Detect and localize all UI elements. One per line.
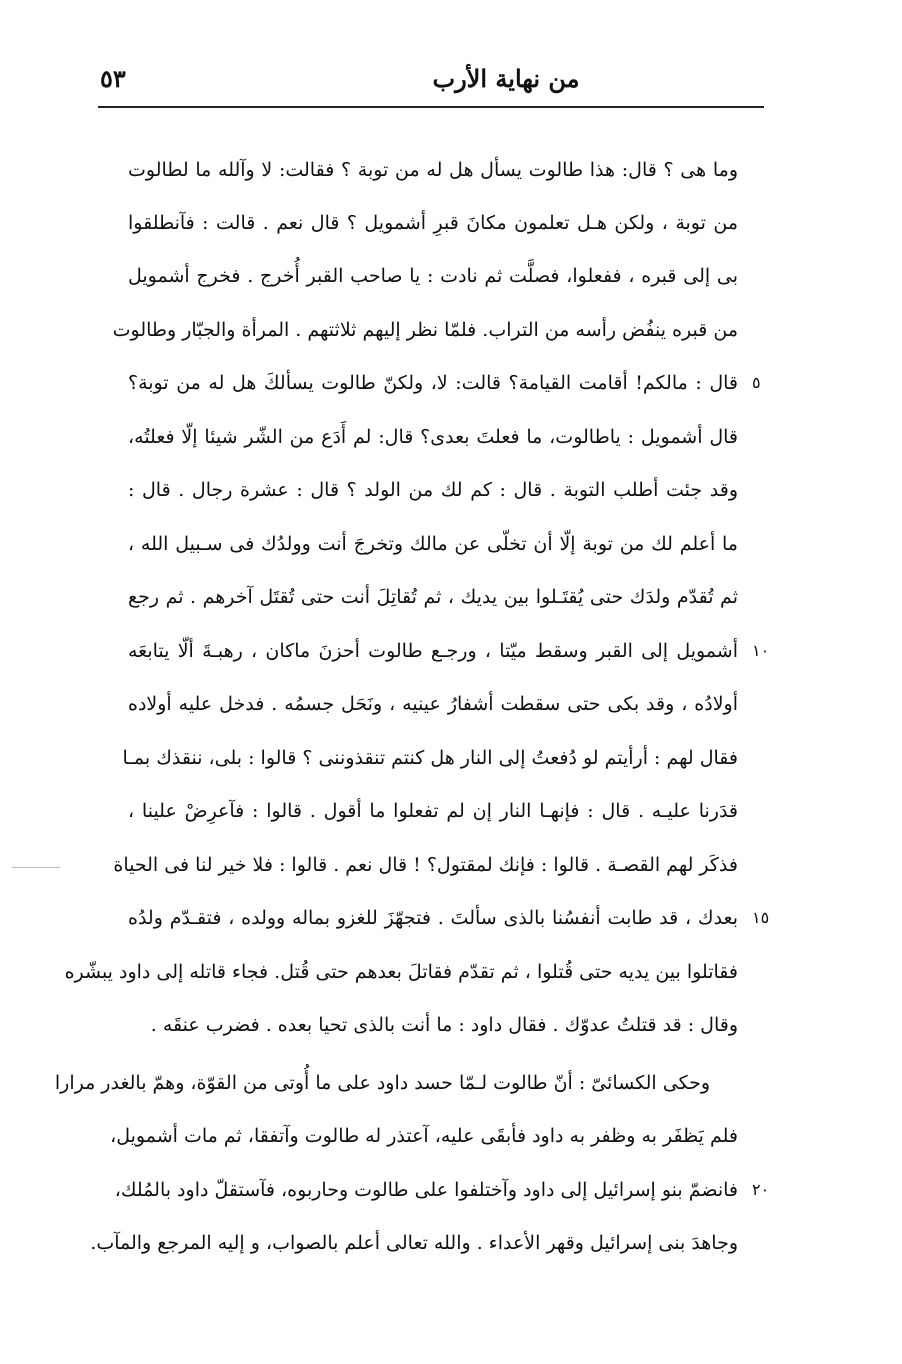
header-rule <box>98 106 764 108</box>
line-number-10: ١٠ <box>752 641 770 660</box>
text-line-7: وقد جئت أطلب التوبة . قال : كم لك من الولد ؟ قال : عشرة رجال . قال : <box>128 479 738 501</box>
text-line-21: وجاهدَ بنى إسرائيل وقهر الأعداء . والله تعالى أعلم بالصواب، و إليه المرجع والمآب. <box>90 1232 738 1254</box>
text-line-5: قال : مالكم! أقامت القيامة؟ قالت: لا، ولكنّ طالوت يسألكَ هل له من توبة؟ <box>128 372 738 394</box>
text-line-14: فذكَر لهم القصـة . قالوا : فإنك لمقتول؟ ! قال نعم . قالوا : فلا خير لنا فى الحياة <box>113 854 738 876</box>
text-line-6: قال أشمويل : ياطالوت، ما فعلتَ بعدى؟ قال: لم أَدَع من الشّر شيئا إلّا فعلتُه، <box>128 426 738 448</box>
running-title: من نهاية الأرب <box>432 64 580 93</box>
text-line-17: وقال : قد قتلتُ عدوّك . فقال داود : ما أنت بالذى تحيا بعده . فضرب عنقَه . <box>150 1014 738 1036</box>
text-line-15: بعدك ، قد طابت أنفسُنا بالذى سألتَ . فتجهّزَ للغزو بماله وولده ، فتقـدّم ولدُه <box>128 907 738 929</box>
text-line-2: من توبة ، ولكن هـل تعلمون مكانَ قبرِ أشمويل ؟ قال نعم . قالت : فآنطلقوا <box>128 212 738 234</box>
text-line-20: فانضمّ بنو إسرائيل إلى داود وآختلفوا على طالوت وحاربوه، فآستقلّ داود بالمُلك، <box>114 1179 738 1201</box>
margin-mark <box>12 867 60 868</box>
text-line-19: فلم يَظفَر به وظفر به داود فأبقَى عليه، آعتذر له طالوت وآتفقا، ثم مات أشمويل، <box>110 1125 738 1147</box>
text-line-16: فقاتلوا بين يديه حتى قُتلوا ، ثم تقدّم فقاتلَ بعدهم حتى قُتل. فجاء قاتله إلى داود يبشّره <box>64 961 738 983</box>
page-number: ٥٣ <box>100 64 126 93</box>
line-number-5: ٥ <box>752 373 761 392</box>
text-line-9: ثم تُقدّم ولدَك حتى يُقتَـلوا بين يديك ، ثم تُقاتِلَ أنت حتى تُقتَل آخرهم . ثم رجع <box>128 586 738 608</box>
text-line-3: بى إلى قبره ، ففعلوا، فصلَّت ثم نادت : يا صاحب القبر أُخرج . فخرج أشمويل <box>128 265 738 287</box>
line-number-20: ٢٠ <box>752 1180 770 1199</box>
page-header <box>100 60 764 106</box>
text-line-4: من قبره ينفُض رأسه من التراب. فلمّا نظر إليهم ثلاثتهم . المرأة والجبّار وطالوت <box>112 319 738 341</box>
text-line-8: ما أعلم لك من توبة إلّا أن تخلّى عن مالك وتخرجَ أنت وولدُك فى سـبيل الله ، <box>128 533 738 555</box>
line-number-15: ١٥ <box>752 908 770 927</box>
text-line-11: أولادُه ، وقد بكى حتى سقطت أشفارُ عينيه ، ونَحَل جسمُه . فدخل عليه أولاده <box>128 693 738 715</box>
text-line-10: أشمويل إلى القبر وسقط ميّتا ، ورجـع طالوت أحزنَ ماكان ، رهبـةَ ألّا يتابعَه <box>128 640 738 662</box>
text-line-12: فقال لهم : أرأيتم لو دُفعتُ إلى النار هل كنتم تنقذوننى ؟ قالوا : بلى، ننقذك بمـا <box>122 747 738 769</box>
text-line-18: وحكى الكسائىّ : أنّ طالوت لـمّا حسد داود على ما أُوتى من القوّة، وهمّ بالغدر مرارا <box>54 1072 710 1094</box>
text-line-13: قدَرنا عليـه . قال : فإنهـا النار إن لم تفعلوا ما أقول . قالوا : فآعرِضْ علينا ، <box>128 800 738 822</box>
text-line-1: وما هى ؟ قال: هذا طالوت يسأل هل له من توبة ؟ فقالت: لا وآلله ما لطالوت <box>128 159 738 181</box>
